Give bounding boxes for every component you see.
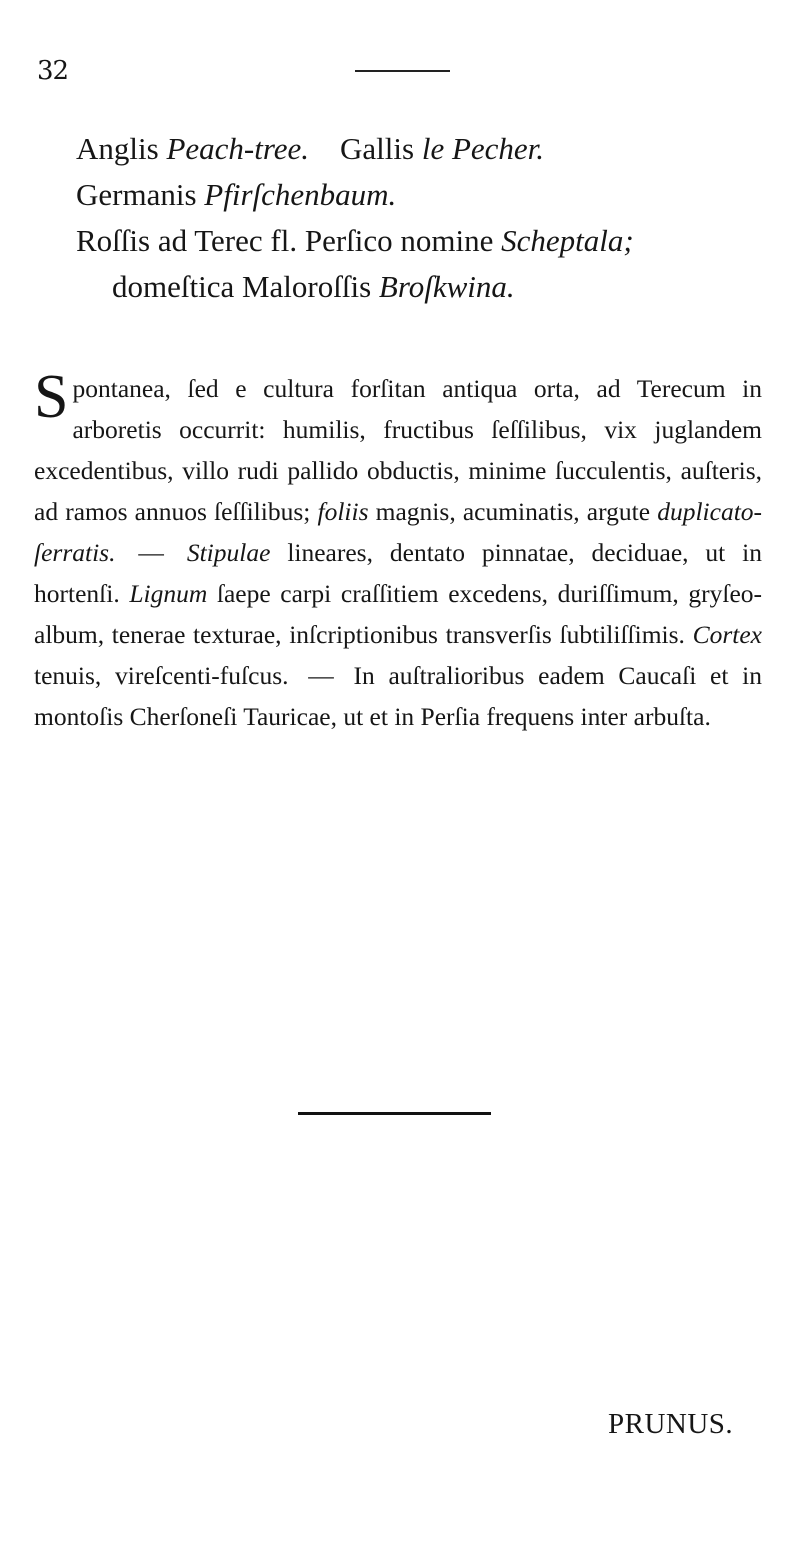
vernacular-names <box>76 126 776 310</box>
names-line-4 <box>76 264 776 310</box>
section-end-rule <box>298 1112 491 1115</box>
gallis-name: le Pecher. <box>421 131 545 166</box>
text-part-2: magnis, acuminatis, argute <box>375 497 651 526</box>
text-part-1: pontanea, ſed e cultura forſitan antiqua orta, ad Terecum in arboretis occurrit: humilis, fructibus ſeſſilibus, vix juglandem excedentibus, villo rudi pallido obductis, minime ſucculentis, auſteris, ad ramos annuos ſeſſilibus; <box>34 374 762 526</box>
dash-1: — <box>138 538 164 567</box>
dash-2: — <box>308 661 334 690</box>
names-line-1 <box>76 126 776 172</box>
lignum-term: Lignum <box>129 579 208 608</box>
catchword: PRUNUS. <box>608 1408 734 1440</box>
drop-cap: S <box>34 363 69 431</box>
description-paragraph <box>34 363 763 737</box>
text-part-6: In auſtralioribus eadem Caucaſi et in montoſis Cherſoneſi Tauricae, ut et in Perſia frequens inter arbuſta. <box>34 661 762 731</box>
text-part-4: ſaepe carpi craſſitiem excedens, duriſſimum, gryſeo-album, tenerae texturae, inſcriptionibus transverſis ſubtiliſſimis. <box>34 579 763 649</box>
duplicato-term: duplicato-ſerratis. <box>34 497 763 567</box>
malorossis-text: domeſtica Maloroſſis <box>112 269 372 304</box>
malorossis-name: Broſkwina. <box>378 269 515 304</box>
foliis-term: foliis <box>317 497 369 526</box>
rossis-name: Scheptala; <box>501 223 634 258</box>
anglis-name: Peach-tree. <box>166 131 310 166</box>
text-part-3: lineares, dentato pinnatae, deciduae, ut in hortenſi. <box>34 538 763 608</box>
names-line-3 <box>76 218 776 264</box>
gallis-label: Gallis <box>340 131 415 166</box>
names-line-2 <box>76 172 776 218</box>
anglis-label: Anglis <box>76 131 159 166</box>
header-rule <box>355 70 450 72</box>
stipulae-term: Stipulae <box>186 538 271 567</box>
rossis-text: Roſſis ad Terec fl. Perſico nomine <box>76 223 494 258</box>
cortex-term: Cortex <box>692 620 762 649</box>
germanis-name: Pfirſchenbaum. <box>204 177 397 212</box>
text-part-5: tenuis, vireſcenti-fuſcus. <box>34 661 289 690</box>
page-number: 32 <box>37 56 69 86</box>
germanis-label: Germanis <box>76 177 197 212</box>
